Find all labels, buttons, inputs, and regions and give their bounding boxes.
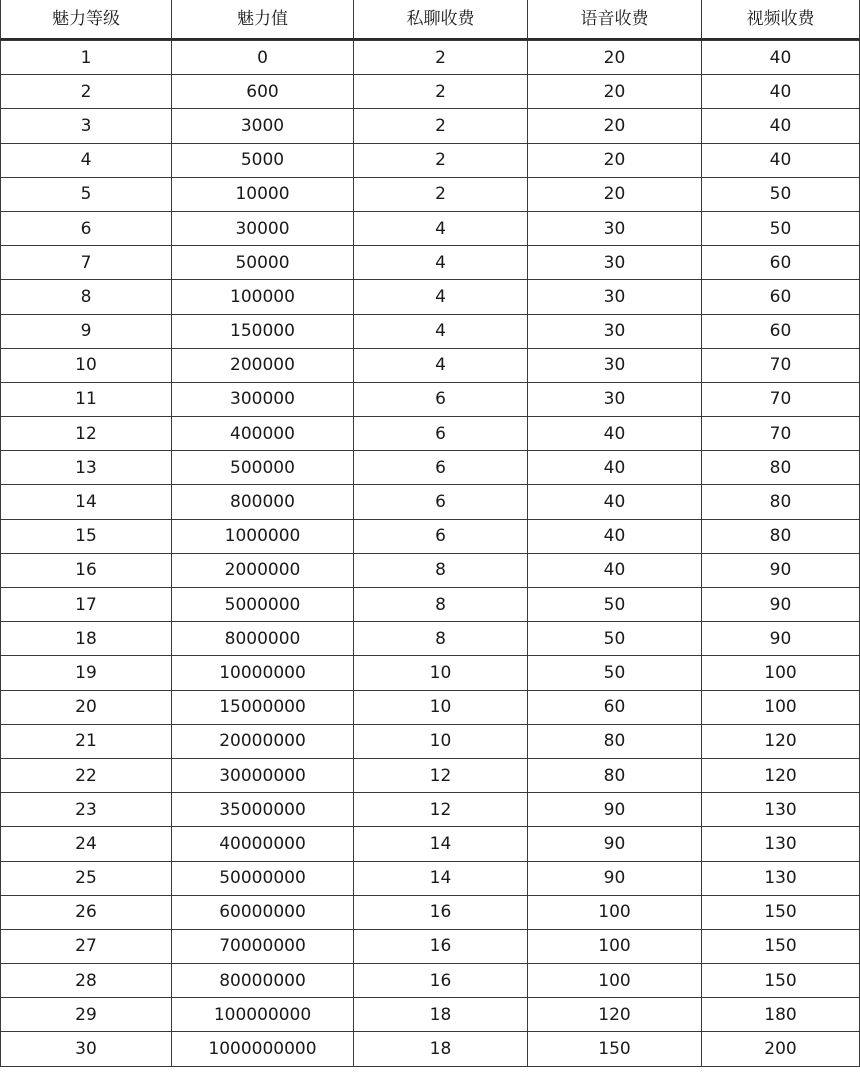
- table-row: [0, 144, 860, 178]
- cell-charm-level: 30: [0, 1032, 172, 1066]
- cell-charm-value: 50000000: [172, 862, 354, 896]
- cell-charm-value: 400000: [172, 417, 354, 451]
- cell-charm-level: 7: [0, 246, 172, 280]
- cell-charm-level: 6: [0, 212, 172, 246]
- cell-charm-level: 24: [0, 827, 172, 861]
- cell-video-fee: 40: [702, 75, 860, 109]
- cell-voice-fee: 30: [528, 246, 702, 280]
- cell-charm-value: 70000000: [172, 930, 354, 964]
- cell-private-chat-fee: 10: [354, 691, 528, 725]
- cell-private-chat-fee: 2: [354, 109, 528, 143]
- cell-charm-level: 25: [0, 862, 172, 896]
- cell-charm-value: 100000: [172, 280, 354, 314]
- cell-voice-fee: 20: [528, 144, 702, 178]
- cell-charm-value: 1000000: [172, 520, 354, 554]
- cell-video-fee: 180: [702, 998, 860, 1032]
- cell-video-fee: 40: [702, 109, 860, 143]
- header-video-fee: 视频收费: [702, 0, 860, 40]
- header-private-chat-fee: 私聊收费: [354, 0, 528, 40]
- cell-charm-level: 13: [0, 451, 172, 485]
- cell-video-fee: 70: [702, 383, 860, 417]
- cell-charm-value: 1000000000: [172, 1032, 354, 1066]
- cell-charm-value: 30000000: [172, 759, 354, 793]
- table-row: [0, 212, 860, 246]
- cell-private-chat-fee: 4: [354, 212, 528, 246]
- cell-voice-fee: 30: [528, 212, 702, 246]
- table-body: [0, 40, 860, 1067]
- cell-charm-level: 20: [0, 691, 172, 725]
- cell-charm-level: 10: [0, 349, 172, 383]
- cell-voice-fee: 30: [528, 383, 702, 417]
- cell-charm-level: 16: [0, 554, 172, 588]
- cell-charm-level: 14: [0, 485, 172, 519]
- table-row: [0, 691, 860, 725]
- table-row: [0, 383, 860, 417]
- cell-video-fee: 150: [702, 964, 860, 998]
- cell-voice-fee: 40: [528, 520, 702, 554]
- table-row: [0, 998, 860, 1032]
- cell-voice-fee: 80: [528, 759, 702, 793]
- cell-charm-level: 3: [0, 109, 172, 143]
- table-row: [0, 451, 860, 485]
- cell-charm-value: 20000000: [172, 725, 354, 759]
- cell-charm-value: 300000: [172, 383, 354, 417]
- cell-private-chat-fee: 2: [354, 75, 528, 109]
- cell-video-fee: 40: [702, 144, 860, 178]
- cell-video-fee: 80: [702, 485, 860, 519]
- table-row: [0, 896, 860, 930]
- cell-private-chat-fee: 2: [354, 40, 528, 75]
- table-row: [0, 109, 860, 143]
- table-row: [0, 554, 860, 588]
- cell-video-fee: 80: [702, 451, 860, 485]
- cell-private-chat-fee: 4: [354, 349, 528, 383]
- cell-video-fee: 60: [702, 280, 860, 314]
- header-charm-value: 魅力值: [172, 0, 354, 40]
- cell-video-fee: 80: [702, 520, 860, 554]
- cell-charm-level: 2: [0, 75, 172, 109]
- cell-voice-fee: 40: [528, 554, 702, 588]
- cell-private-chat-fee: 16: [354, 896, 528, 930]
- cell-private-chat-fee: 2: [354, 178, 528, 212]
- cell-charm-value: 35000000: [172, 793, 354, 827]
- cell-private-chat-fee: 8: [354, 588, 528, 622]
- cell-video-fee: 60: [702, 315, 860, 349]
- cell-voice-fee: 40: [528, 417, 702, 451]
- cell-private-chat-fee: 6: [354, 520, 528, 554]
- cell-voice-fee: 30: [528, 349, 702, 383]
- cell-voice-fee: 90: [528, 793, 702, 827]
- cell-voice-fee: 90: [528, 862, 702, 896]
- cell-private-chat-fee: 10: [354, 656, 528, 690]
- cell-video-fee: 90: [702, 622, 860, 656]
- cell-video-fee: 130: [702, 862, 860, 896]
- table-header: [0, 0, 860, 40]
- header-charm-level: 魅力等级: [0, 0, 172, 40]
- cell-charm-level: 29: [0, 998, 172, 1032]
- cell-video-fee: 100: [702, 691, 860, 725]
- cell-charm-value: 800000: [172, 485, 354, 519]
- table-row: [0, 246, 860, 280]
- cell-voice-fee: 50: [528, 656, 702, 690]
- cell-charm-value: 60000000: [172, 896, 354, 930]
- cell-private-chat-fee: 14: [354, 827, 528, 861]
- cell-private-chat-fee: 6: [354, 383, 528, 417]
- table-row: [0, 1032, 860, 1066]
- table-row: [0, 75, 860, 109]
- cell-charm-level: 28: [0, 964, 172, 998]
- cell-voice-fee: 50: [528, 588, 702, 622]
- cell-video-fee: 150: [702, 930, 860, 964]
- cell-private-chat-fee: 8: [354, 622, 528, 656]
- cell-video-fee: 90: [702, 588, 860, 622]
- cell-charm-level: 18: [0, 622, 172, 656]
- cell-charm-value: 40000000: [172, 827, 354, 861]
- table-row: [0, 40, 860, 75]
- cell-video-fee: 130: [702, 793, 860, 827]
- cell-private-chat-fee: 10: [354, 725, 528, 759]
- cell-charm-value: 3000: [172, 109, 354, 143]
- cell-voice-fee: 150: [528, 1032, 702, 1066]
- cell-charm-level: 22: [0, 759, 172, 793]
- cell-charm-level: 11: [0, 383, 172, 417]
- cell-charm-value: 10000: [172, 178, 354, 212]
- cell-voice-fee: 20: [528, 40, 702, 75]
- table-row: [0, 964, 860, 998]
- cell-voice-fee: 100: [528, 964, 702, 998]
- table-row: [0, 520, 860, 554]
- cell-charm-value: 15000000: [172, 691, 354, 725]
- cell-charm-value: 100000000: [172, 998, 354, 1032]
- cell-voice-fee: 80: [528, 725, 702, 759]
- cell-charm-value: 5000: [172, 144, 354, 178]
- cell-video-fee: 120: [702, 759, 860, 793]
- cell-private-chat-fee: 8: [354, 554, 528, 588]
- cell-charm-value: 8000000: [172, 622, 354, 656]
- cell-charm-level: 17: [0, 588, 172, 622]
- table-row: [0, 315, 860, 349]
- cell-private-chat-fee: 4: [354, 246, 528, 280]
- cell-voice-fee: 20: [528, 178, 702, 212]
- cell-private-chat-fee: 16: [354, 964, 528, 998]
- cell-video-fee: 150: [702, 896, 860, 930]
- cell-charm-level: 8: [0, 280, 172, 314]
- cell-charm-level: 12: [0, 417, 172, 451]
- cell-charm-value: 10000000: [172, 656, 354, 690]
- table-row: [0, 178, 860, 212]
- cell-charm-value: 600: [172, 75, 354, 109]
- cell-video-fee: 40: [702, 40, 860, 75]
- cell-charm-level: 26: [0, 896, 172, 930]
- cell-charm-value: 0: [172, 40, 354, 75]
- cell-voice-fee: 100: [528, 896, 702, 930]
- cell-charm-level: 21: [0, 725, 172, 759]
- cell-private-chat-fee: 16: [354, 930, 528, 964]
- cell-charm-level: 9: [0, 315, 172, 349]
- cell-charm-level: 4: [0, 144, 172, 178]
- table-row: [0, 793, 860, 827]
- cell-charm-level: 23: [0, 793, 172, 827]
- cell-private-chat-fee: 6: [354, 485, 528, 519]
- cell-video-fee: 90: [702, 554, 860, 588]
- table-row: [0, 349, 860, 383]
- cell-private-chat-fee: 14: [354, 862, 528, 896]
- cell-charm-value: 50000: [172, 246, 354, 280]
- table-row: [0, 827, 860, 861]
- cell-charm-value: 30000: [172, 212, 354, 246]
- cell-private-chat-fee: 12: [354, 793, 528, 827]
- cell-video-fee: 50: [702, 178, 860, 212]
- cell-private-chat-fee: 4: [354, 280, 528, 314]
- header-voice-fee: 语音收费: [528, 0, 702, 40]
- cell-video-fee: 200: [702, 1032, 860, 1066]
- table-row: [0, 588, 860, 622]
- cell-video-fee: 100: [702, 656, 860, 690]
- cell-voice-fee: 100: [528, 930, 702, 964]
- table-row: [0, 862, 860, 896]
- cell-private-chat-fee: 6: [354, 451, 528, 485]
- cell-video-fee: 120: [702, 725, 860, 759]
- table-row: [0, 930, 860, 964]
- cell-video-fee: 70: [702, 417, 860, 451]
- cell-video-fee: 60: [702, 246, 860, 280]
- cell-private-chat-fee: 18: [354, 998, 528, 1032]
- cell-voice-fee: 40: [528, 451, 702, 485]
- cell-charm-level: 1: [0, 40, 172, 75]
- cell-voice-fee: 40: [528, 485, 702, 519]
- cell-voice-fee: 60: [528, 691, 702, 725]
- cell-video-fee: 70: [702, 349, 860, 383]
- cell-charm-level: 19: [0, 656, 172, 690]
- cell-charm-level: 15: [0, 520, 172, 554]
- cell-voice-fee: 120: [528, 998, 702, 1032]
- cell-charm-level: 27: [0, 930, 172, 964]
- cell-voice-fee: 50: [528, 622, 702, 656]
- cell-private-chat-fee: 2: [354, 144, 528, 178]
- cell-voice-fee: 30: [528, 280, 702, 314]
- cell-private-chat-fee: 6: [354, 417, 528, 451]
- cell-private-chat-fee: 18: [354, 1032, 528, 1066]
- cell-video-fee: 130: [702, 827, 860, 861]
- cell-charm-value: 2000000: [172, 554, 354, 588]
- cell-voice-fee: 30: [528, 315, 702, 349]
- cell-charm-value: 5000000: [172, 588, 354, 622]
- cell-voice-fee: 20: [528, 75, 702, 109]
- cell-private-chat-fee: 4: [354, 315, 528, 349]
- table-row: [0, 759, 860, 793]
- header-row: [0, 0, 860, 40]
- cell-charm-value: 150000: [172, 315, 354, 349]
- table-row: [0, 417, 860, 451]
- table-row: [0, 280, 860, 314]
- table-row: [0, 725, 860, 759]
- table-row: [0, 622, 860, 656]
- cell-private-chat-fee: 12: [354, 759, 528, 793]
- cell-video-fee: 50: [702, 212, 860, 246]
- cell-charm-value: 80000000: [172, 964, 354, 998]
- cell-charm-value: 200000: [172, 349, 354, 383]
- table-row: [0, 485, 860, 519]
- cell-charm-level: 5: [0, 178, 172, 212]
- cell-charm-value: 500000: [172, 451, 354, 485]
- cell-voice-fee: 20: [528, 109, 702, 143]
- table-row: [0, 656, 860, 690]
- cell-voice-fee: 90: [528, 827, 702, 861]
